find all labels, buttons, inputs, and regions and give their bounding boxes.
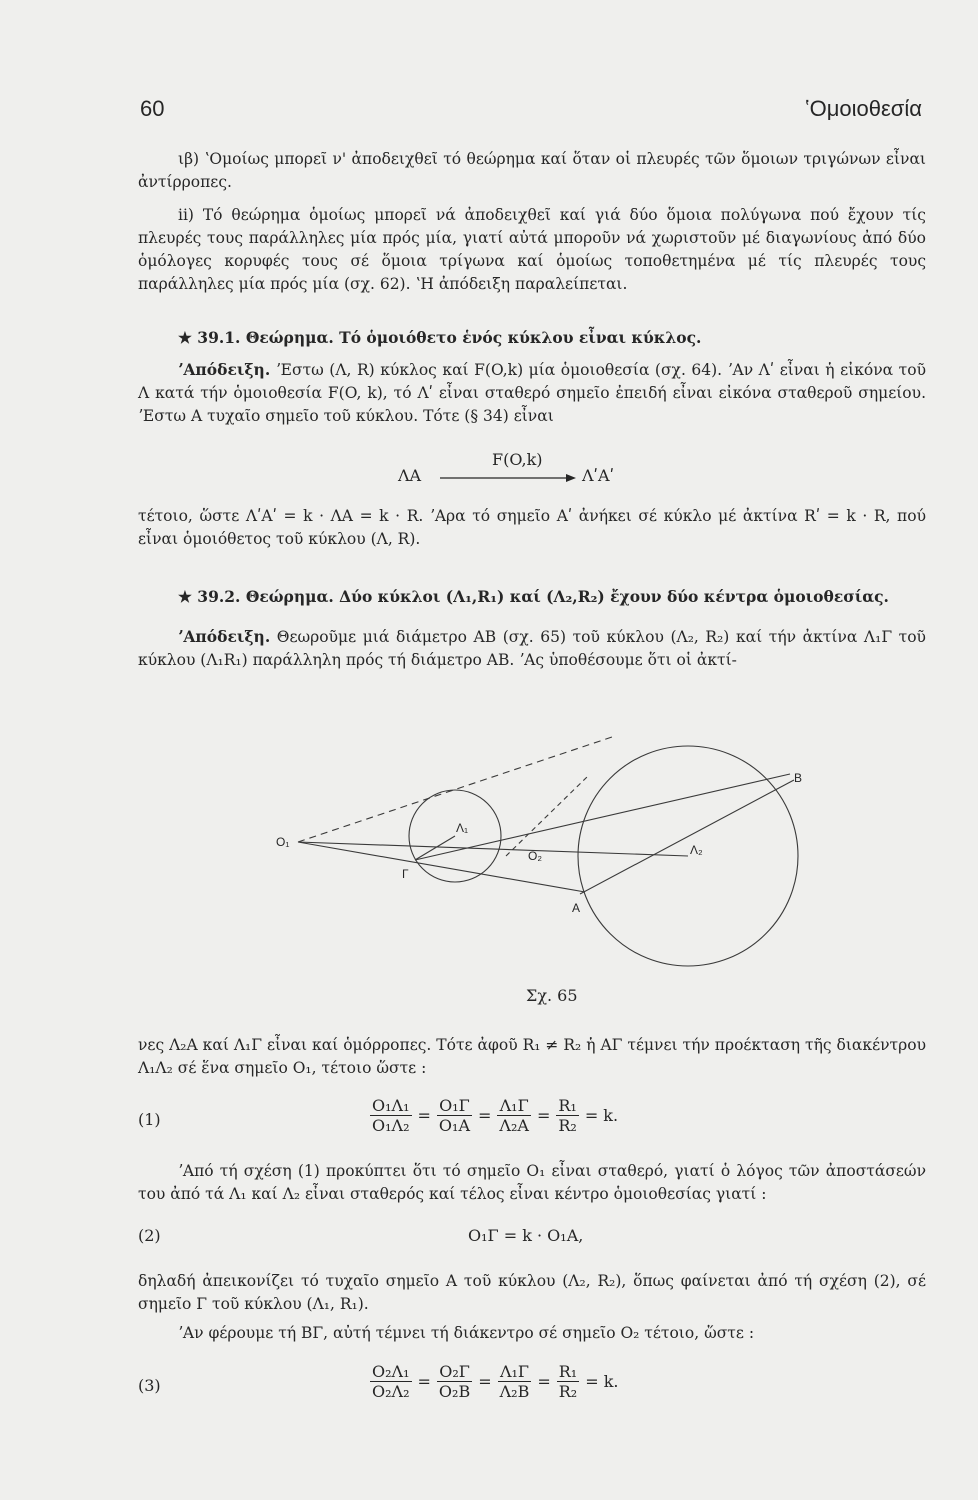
label-lambda1: Λ₁ (456, 821, 469, 835)
proof-label: ʼΑπόδειξη. (178, 627, 271, 646)
theorem-39-1-proof (138, 358, 926, 428)
center-line (298, 842, 688, 856)
equation-number: (3) (138, 1376, 161, 1395)
label-o1: O₁ (276, 835, 290, 849)
page-number: 60 (140, 96, 165, 121)
theorem-39-2-title: ★ 39.2. Θεώρημα. Δύο κύκλοι (Λ₁,R₁) καί (Λ₂,R₂) ἔχουν δύο κέντρα ὁμοιοθεσίας. (178, 587, 889, 606)
label-a: Α (572, 901, 581, 915)
equation-number: (2) (138, 1226, 161, 1245)
equation-number: (1) (138, 1110, 161, 1129)
tangent-dashed-inner (506, 776, 588, 856)
equation-1: (1) $\frac{\text{O₁Λ₁}}{\text{O₁Λ₂}}$ = $\frac{\text{O₁Γ}}{\text{O₁Α}}$ = $\frac{\text{Λ₁Γ}}{\text{Λ₂Α}}$ = $\frac{\text{R₁}}{\text{R₂}}$ = k. (138, 1096, 619, 1135)
paragraph-vg: ʼΑν φέρουμε τή ΒΓ, αὐτή τέμνει τή διάκεντρο σέ σημεῖο Ο₂ τέτοιο, ὥστε : (178, 1324, 755, 1342)
mapping-display (398, 452, 658, 488)
paragraph-after-eq2: δηλαδή ἀπεικονίζει τό τυχαῖο σημεῖο Α τοῦ κύκλου (Λ₂, R₂), ὅπως φαίνεται ἀπό τή σχέση (2), σέ σημεῖο Γ τοῦ κύκλου (Λ₁, R₁). (138, 1272, 926, 1313)
proof-text: ʼΕστω (Λ, R) κύκλος καί F(O,k) μία ὁμοιοθεσία (σχ. 64). ʼΑν Λʹ εἶναι ἡ εἰκόνα τοῦ Λ κατά τήν ὁμοιοθεσία F(O, k), τό Λʹ εἶναι σταθερό σημεῖο ἐπειδή εἶναι εἰκόνα σταθεροῦ σημείου. ʼΕστω Α τυχαῖο σημεῖο τοῦ κύκλου. Τότε (§ 34) εἶναι (138, 361, 926, 425)
theorem-39-2-proof (138, 625, 926, 672)
mapping-label: F(O,k) (492, 450, 543, 469)
equation-2 (138, 1222, 926, 1252)
page-header (140, 96, 922, 130)
proof-text: Θεωροῦμε μιά διάμετρο ΑΒ (σχ. 65) τοῦ κύκλου (Λ₂, R₂) καί τήν ἀκτίνα Λ₁Γ τοῦ κύκλου (Λ₁R₁) παράλληλη πρός τή διάμετρο ΑΒ. ʼΑς ὑποθέσουμε ὅτι οἱ ἀκτί- (138, 628, 926, 669)
paragraph-ib: ιβ) ʽΟμοίως μπορεῖ ν' ἀποδειχθεῖ τό θεώρημα καί ὅταν οἱ πλευρές τῶν ὅμοιων τριγώνων εἶναι ἀντίρροπες. (138, 150, 926, 191)
radius-lambda1-g (415, 836, 455, 860)
equation-3: (3) $\frac{\text{O₂Λ₁}}{\text{O₂Λ₂}}$ = $\frac{\text{O₂Γ}}{\text{O₂Β}}$ = $\frac{\text{Λ₁Γ}}{\text{Λ₂Β}}$ = $\frac{\text{R₁}}{\text{R₂}}$ = k. (138, 1362, 619, 1401)
mapping-from: ΛΑ (398, 466, 422, 485)
figure-65 (270, 720, 810, 970)
label-o2: O₂ (528, 849, 542, 863)
proof-label: ʼΑπόδειξη. (178, 360, 271, 379)
figure-caption: Σχ. 65 (526, 986, 578, 1005)
label-gamma: Γ (402, 867, 409, 881)
running-head: ʽΟμοιοθεσία (804, 96, 922, 121)
theorem-39-1-title: ★ 39.1. Θεώρημα. Τό ὁμοιόθετο ἑνός κύκλου εἶναι κύκλος. (178, 328, 702, 347)
paragraph-after-figure: νες Λ₂Α καί Λ₁Γ εἶναι καί ὁμόρροπες. Τότε ἀφοῦ R₁ ≠ R₂ ἡ ΑΓ τέμνει τήν προέκταση τῆς διακέντρου Λ₁Λ₂ σέ ἕνα σημεῖο Ο₁, τέτοιο ὥστε : (138, 1036, 926, 1077)
paragraph-ii: ii) Τό θεώρημα ὁμοίως μπορεῖ νά ἀποδειχθεῖ καί γιά δύο ὅμοια πολύγωνα πού ἔχουν τίς πλευρές τους παράλληλες μία πρός μία, γιατί αὐτά μποροῦν νά χωριστοῦν μέ διαγωνίους ἀπό δύο ὁμόλογες κορυφές τους σέ ὅμοια τρίγωνα καί ὁμοίως τοποθετημένα μέ τίς πλευρές τους παράλληλες μία πρός μία (σχ. 62). ʽΗ ἀπόδειξη παραλείπεται. (138, 206, 926, 293)
equation-body: Ο₁Γ = k · Ο₁Α, (468, 1226, 584, 1245)
label-b: Β (794, 771, 803, 785)
label-lambda2: Λ₂ (690, 843, 703, 857)
mapping-to: ΛʹΑʹ (582, 466, 615, 485)
paragraph-after-eq1: ʼΑπό τή σχέση (1) προκύπτει ὅτι τό σημεῖο Ο₁ εἶναι σταθερό, γιατί ὁ λόγος τῶν ἀποστάσεών του ἀπό τά Λ₁ καί Λ₂ εἶναι σταθερός καί τέλος εἶναι κέντρο ὁμοιοθεσίας γιατί : (138, 1162, 926, 1203)
mapping-arrow (438, 472, 578, 484)
paragraph-after-map: τέτοιο, ὥστε ΛʹΑʹ = k · ΛΑ = k · R. ʼΑρα τό σημεῖο Αʹ ἀνήκει σέ κύκλο μέ ἀκτίνα Rʹ = k · R, πού εἶναι ὁμοιόθετος τοῦ κύκλου (Λ, R). (138, 507, 926, 548)
